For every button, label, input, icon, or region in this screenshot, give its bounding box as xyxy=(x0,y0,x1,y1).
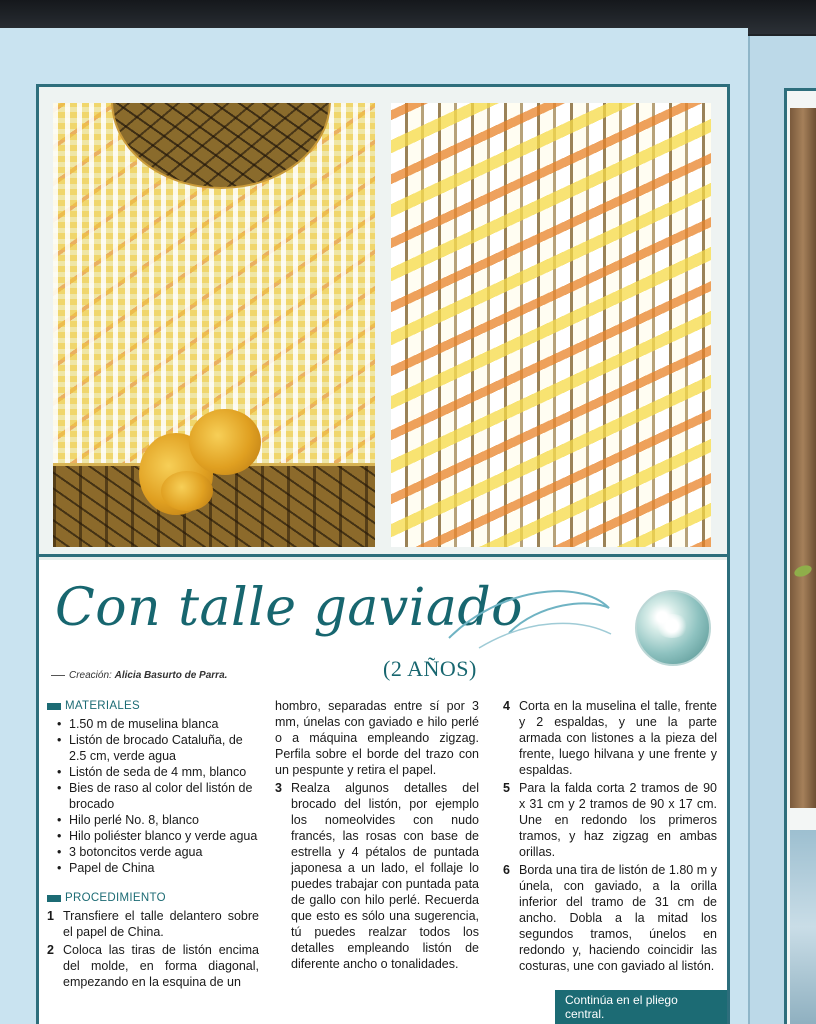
ribbon-ball-photo xyxy=(635,590,711,666)
step-6 xyxy=(503,862,717,974)
step-2-continued: hombro, separadas entre sí por 3 mm, únelas con gaviado e hilo perlé o a máquina empleando zigzag. Perfila sobre el borde del trazo con un pespunte y retira el papel. xyxy=(275,699,479,777)
photo-panel xyxy=(39,87,727,557)
list-item: • Listón de brocado Cataluña, de 2.5 cm, verde agua xyxy=(57,732,259,764)
step-number: 3 xyxy=(275,781,282,795)
credit-dash xyxy=(51,675,65,676)
materials-heading-label: MATERIALES xyxy=(65,700,140,712)
step-text: Realza algunos detalles del brocado del listón, por ejemplo los nomeolvides con nudo francés, las rosas con base de estrella y 4 pétalos de puntada japonesa a un lado, el follaje lo puedes trabajar con puntada pata de gallo con hilo perlé. Recuerda que esto es sólo una sugerencia, tú puedes realzar todos los detalles empleando listón de diferente ancho o tonalidades. xyxy=(291,781,479,971)
procedure-heading-label: PROCEDIMIENTO xyxy=(65,892,166,904)
column-3 xyxy=(503,698,717,976)
list-item: • Listón de seda de 4 mm, blanco xyxy=(57,764,259,780)
step-text: Corta en la muselina el talle, frente y 2 espaldas, y une la parte armada con listones a la pieza del frente, luego hilvana y une frente y espaldas. xyxy=(519,699,717,777)
step-number: 5 xyxy=(503,781,510,795)
materials-list xyxy=(47,716,259,876)
step-3 xyxy=(275,780,479,972)
step-number: 1 xyxy=(47,909,54,923)
title-swirl-ornament xyxy=(439,578,619,658)
step-2 xyxy=(47,942,259,990)
neckline-fabric xyxy=(111,103,331,189)
step-number: 6 xyxy=(503,863,510,877)
step-4 xyxy=(503,698,717,778)
list-item: • Hilo perlé No. 8, blanco xyxy=(57,812,259,828)
materials-heading xyxy=(47,698,259,714)
article-text-panel xyxy=(39,560,727,1024)
credit-author: Alicia Basurto de Parra. xyxy=(114,670,228,681)
age-subtitle: (2 AÑOS) xyxy=(383,656,477,681)
step-5 xyxy=(503,780,717,860)
ribbon-weave-closeup-photo xyxy=(391,103,711,547)
credit-line xyxy=(51,670,227,681)
step-text: Borda una tira de listón de 1.80 m y únela, con gaviado, a la orilla inferior del tramo de 31 cm de ancho. Dobla a la mitad los segundos tramos, únelos en redondo y, haciendo coincidir las costuras, une con gaviado al listón. xyxy=(519,863,717,973)
continue-note: Continúa en el pliego central. xyxy=(555,990,727,1024)
article-title: Con talle gaviado xyxy=(55,578,523,638)
bullet-square-icon xyxy=(47,703,61,710)
credit-prefix: Creación: xyxy=(69,670,112,681)
adjacent-photo-top xyxy=(790,108,816,808)
column-2 xyxy=(275,698,479,974)
step-1 xyxy=(47,908,259,940)
skirt-fabric xyxy=(53,463,375,547)
step-number: 4 xyxy=(503,699,510,713)
list-item: • Hilo poliéster blanco y verde agua xyxy=(57,828,259,844)
step-number: 2 xyxy=(47,943,54,957)
satin-rose xyxy=(189,409,261,475)
list-item: • 3 botoncitos verde agua xyxy=(57,844,259,860)
step-text: Transfiere el talle delantero sobre el papel de China. xyxy=(63,909,259,939)
bullet-square-icon xyxy=(47,895,61,902)
dress-bodice-photo xyxy=(53,103,375,547)
list-item: • 1.50 m de muselina blanca xyxy=(57,716,259,732)
step-text: Para la falda corta 2 tramos de 90 x 31 cm y 2 tramos de 90 x 17 cm. Une en redondo los primeros tramos, y haz zigzag en ambas orillas. xyxy=(519,781,717,859)
adjacent-photo-bottom xyxy=(790,830,816,1024)
satin-rose xyxy=(161,471,213,511)
list-item: • Papel de China xyxy=(57,860,259,876)
list-item: • Bies de raso al color del listón de brocado xyxy=(57,780,259,812)
column-1 xyxy=(47,698,259,992)
procedure-heading xyxy=(47,890,259,906)
step-text: Coloca las tiras de listón encima del molde, en forma diagonal, empezando en la esquina de un xyxy=(63,943,259,989)
article-frame xyxy=(36,84,730,1024)
